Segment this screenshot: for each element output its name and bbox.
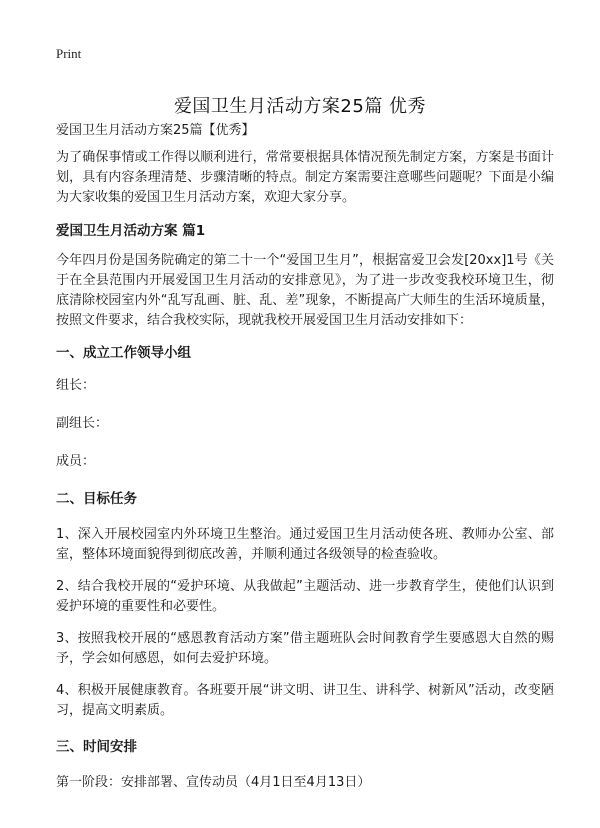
section-heading-schedule: 三、时间安排 — [56, 739, 137, 755]
goal-item-2: 2、结合我校开展的“爱护环境、从我做起”主题活动、进一步教育学生，使他们认识到爱护环境的重要性和必要性。 — [56, 579, 554, 614]
page-title: 爱国卫生月活动方案25篇 优秀 — [173, 96, 427, 118]
article-subtitle: 爱国卫生月活动方案25篇【优秀】 — [56, 123, 255, 138]
goal-item-3: 3、按照我校开展的“感恩教育活动方案”借主题班队会时间教育学生要感恩大自然的赐予，学会如何感恩，如何去爱护环境。 — [56, 631, 554, 666]
print-link[interactable]: Print — [56, 46, 82, 61]
article-intro-paragraph: 今年四月份是国务院确定的第二十一个“爱国卫生月”，根据富爱卫会发[20xx]1号《关于在全县范围内开展爱国卫生月活动的安排意见》，为了进一步改变我校环境卫生，彻底清除校园室内外“乱写乱画、脏、乱、差”现象，不断提高广大师生的生活环境质量，按照文件要求，结合我校实际，现就我校开展爱国卫生月活动安排如下： — [56, 253, 554, 328]
members-line: 成员： — [56, 454, 96, 469]
article-heading: 爱国卫生月活动方案 篇1 — [56, 223, 206, 239]
schedule-stage-1: 第一阶段：安排部署、宣传动员（4月1日至4月13日） — [56, 775, 371, 790]
vice-leader-line: 副组长： — [56, 416, 109, 431]
goal-item-1: 1、深入开展校园室内外环境卫生整治。通过爱国卫生月活动使各班、教师办公室、部室，整体环境面貌得到彻底改善，并顺利通过各级领导的检查验收。 — [56, 527, 554, 562]
section-heading-leadership: 一、成立工作领导小组 — [56, 345, 191, 361]
intro-paragraph: 为了确保事情或工作得以顺利进行，常常要根据具体情况预先制定方案，方案是书面计划，具有内容条理清楚、步骤清晰的特点。制定方案需要注意哪些问题呢？下面是小编为大家收集的爱国卫生月活动方案，欢迎大家分享。 — [56, 150, 554, 205]
article-body — [56, 121, 554, 793]
leader-line: 组长： — [56, 378, 96, 393]
goal-item-4: 4、积极开展健康教育。各班要开展“讲文明、讲卫生、讲科学、树新风”活动，改变陋习，提高文明素质。 — [56, 683, 554, 718]
section-heading-goals: 二、目标任务 — [56, 491, 137, 507]
